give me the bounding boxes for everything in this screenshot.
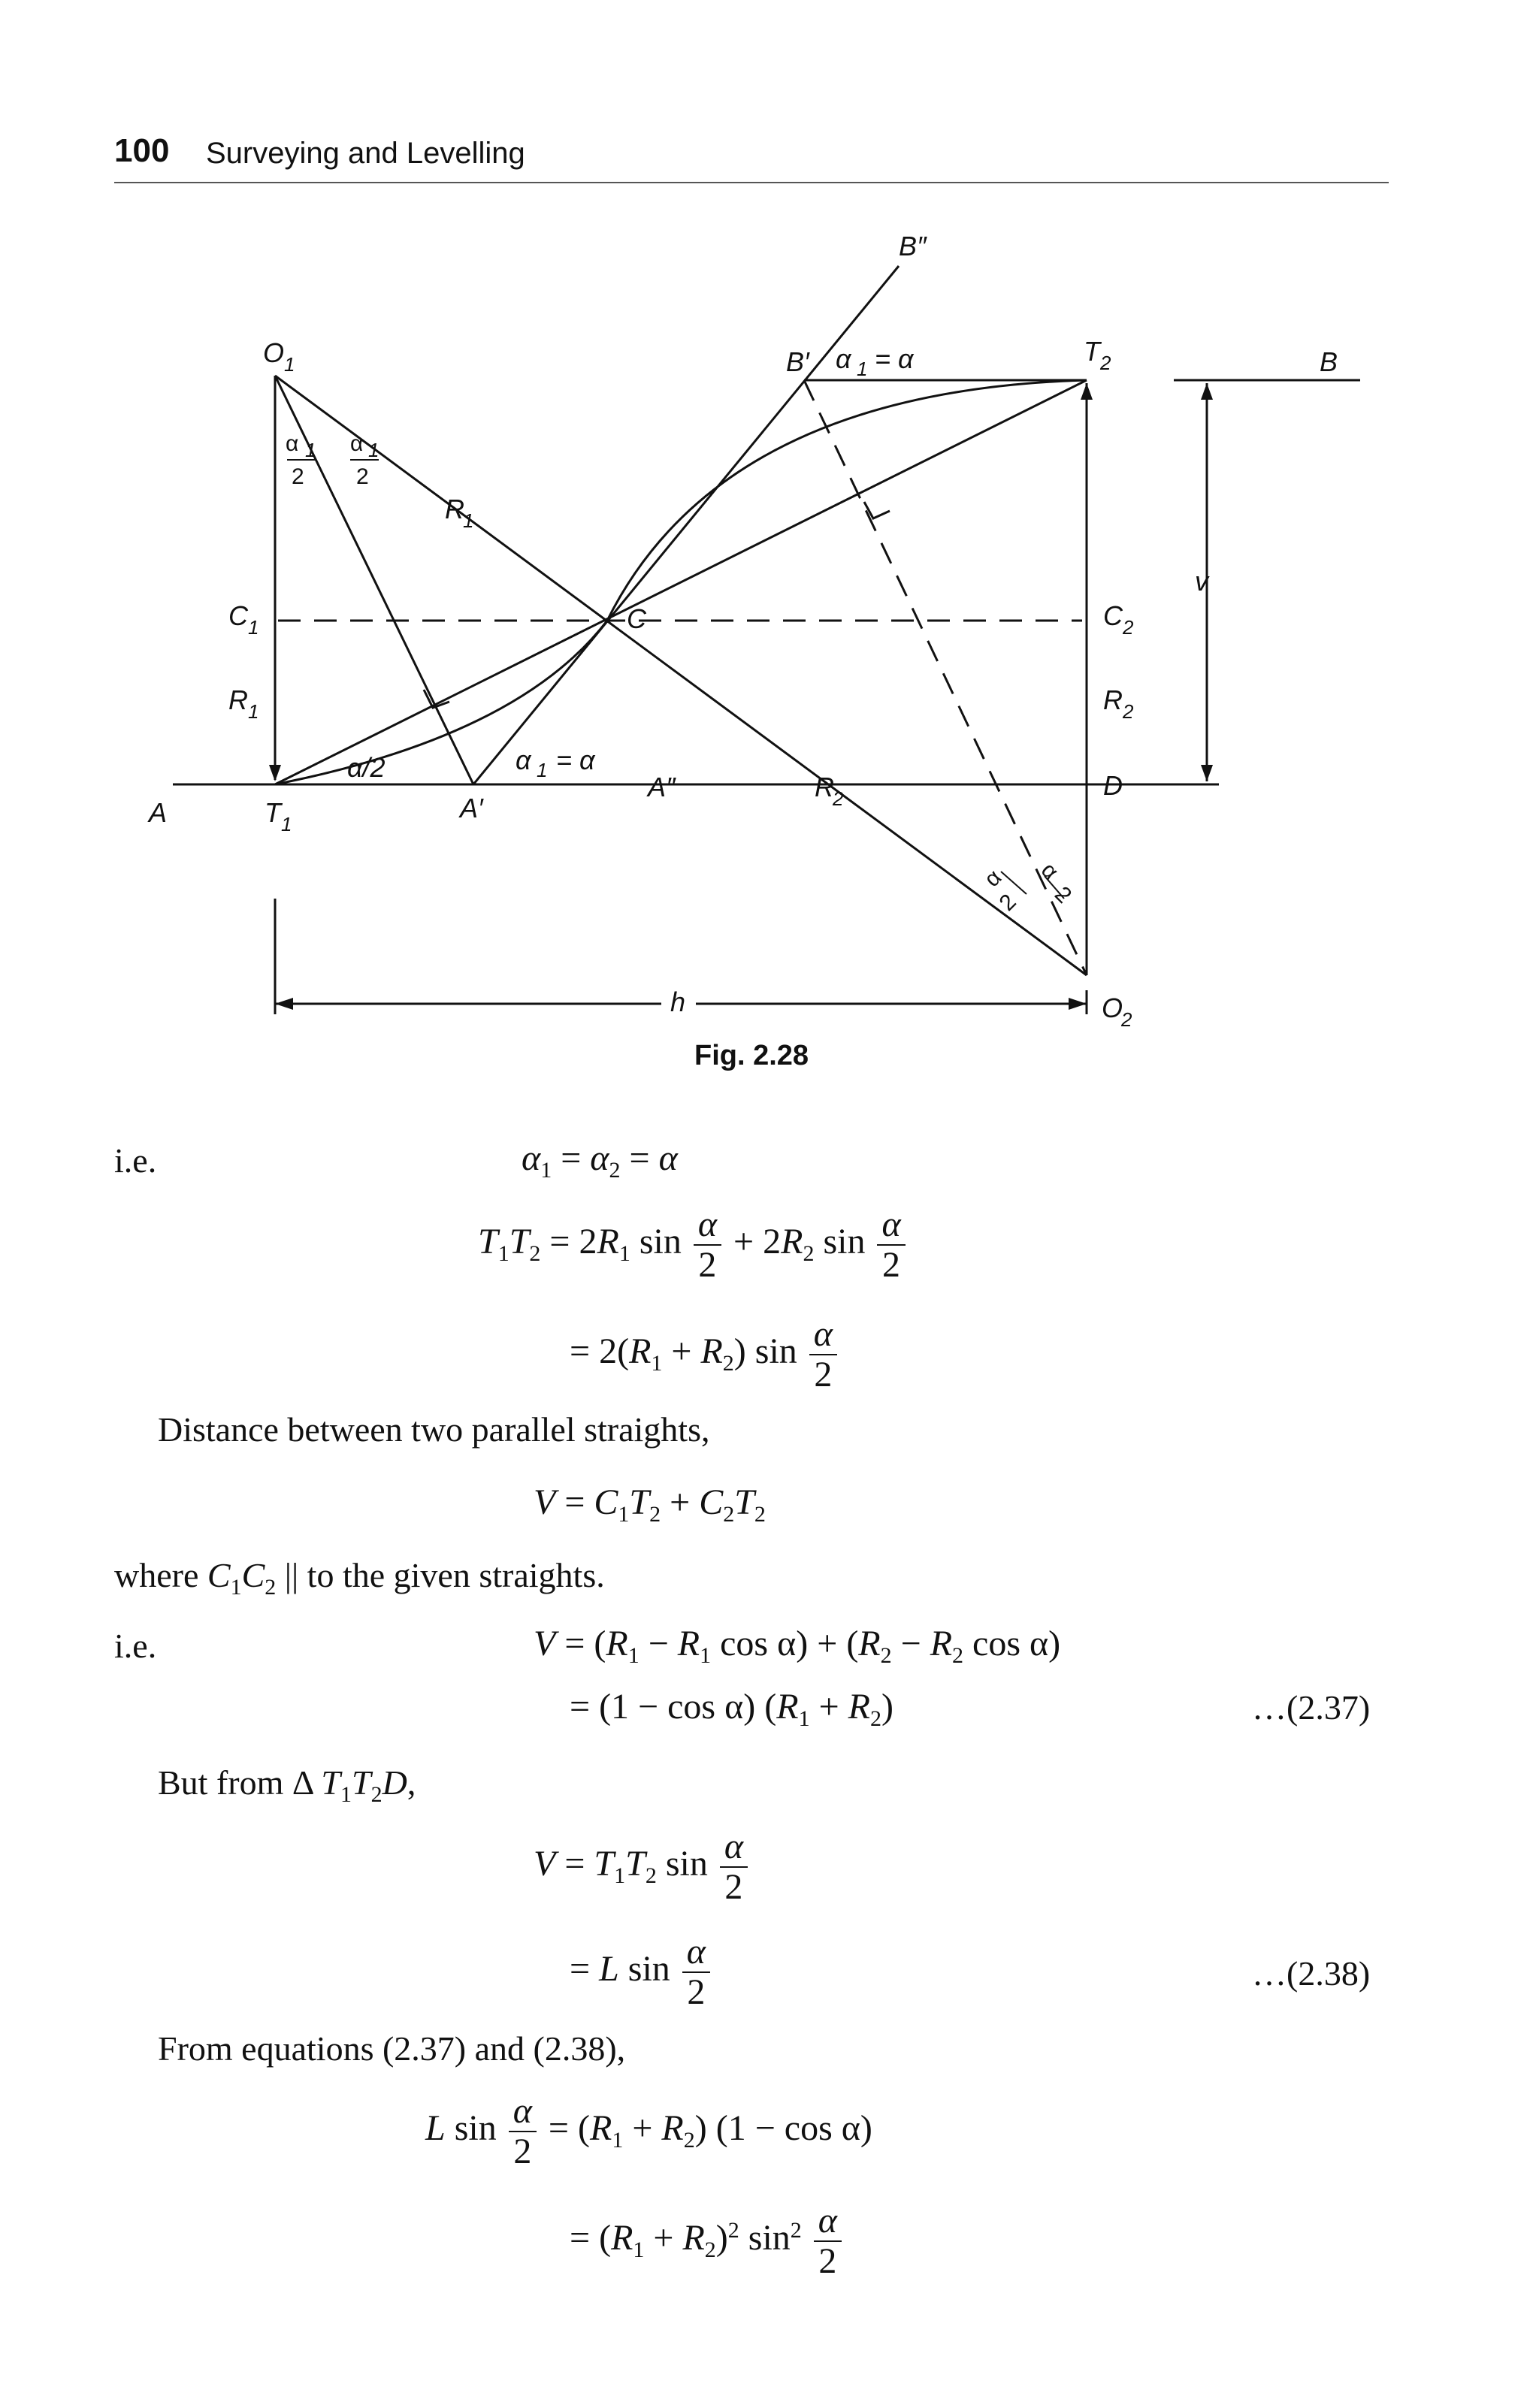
figure-2-28 (0, 0, 1539, 1082)
frac4-two: 2 (1050, 881, 1077, 908)
label-R2-diag-sub: 2 (833, 787, 844, 810)
label-R2-diag: R (815, 772, 834, 802)
equation-number-2-38: …(2.38) (1252, 1954, 1371, 1993)
label-eq-alpha-bottom: = α (556, 745, 595, 775)
arrowhead-v-bottom (1201, 765, 1213, 781)
frac2-alpha: α (350, 431, 364, 456)
label-A-prime: A′ (460, 793, 483, 823)
label-A: A (149, 797, 168, 828)
label-R1: R (228, 684, 248, 715)
label-alpha1-bottom: α (516, 745, 531, 775)
label-O2: O (1102, 993, 1123, 1023)
label-C1: C (228, 600, 248, 631)
label-O1-sub: 1 (284, 353, 295, 376)
eq-sin-squared: = $(R_1 + R_2)^2$ $\sin^2$ $\frac{\alpha}{2}$ (570, 2201, 845, 2281)
label-A-double-prime: A″ (648, 772, 676, 802)
frac1-two: 2 (292, 464, 304, 489)
label-alpha1-bottom-sub: 1 (537, 759, 548, 781)
frac3-alpha: α (979, 865, 1007, 892)
chord-T1-T2 (275, 380, 1087, 784)
equation-number-2-37: …(2.37) (1252, 1688, 1371, 1727)
text-where: where $C_1C_2$ || to the given straights. (114, 1556, 605, 1600)
label-T2: T (1084, 336, 1100, 367)
text-distance: Distance between two parallel straights, (158, 1410, 710, 1449)
arrowhead-h-left (275, 998, 293, 1010)
label-C2: C (1103, 600, 1123, 631)
eq-V-factored: = (1 − cos α) $(R_1 + R_2)$ (570, 1687, 893, 1731)
label-alpha1-top-sub: 1 (857, 358, 868, 380)
eq-L-combined: L sin $\frac{\alpha}{2}$ = $(R_1 + R_2) (1 - \cos \alpha)$ (425, 2091, 872, 2171)
label-B: B (1320, 346, 1338, 377)
eq-V-expanded: $V = (R_1 - R_1$ $\cos \alpha) + (R_2 - R_2$ cos α) (534, 1624, 1061, 1668)
dashed-Bp-O2 (804, 380, 1087, 975)
label-eq-alpha-top: = α (875, 343, 914, 374)
eq-T1T2: $T_1T_2 = 2R_1$ sin $\frac{\alpha}{2}$ + $2R_2$ sin $\frac{\alpha}{2}$ (478, 1205, 909, 1285)
label-R2-sub: 2 (1123, 700, 1134, 723)
frac4-alpha: α (1036, 857, 1063, 885)
label-B-prime: B′ (786, 346, 809, 377)
eq-alpha-equal: $\alpha_1 = \alpha_2 = \alpha$ (522, 1138, 678, 1183)
page-number: 100 (114, 132, 170, 169)
label-O2-sub: 2 (1121, 1008, 1132, 1031)
frac1-alpha: α (286, 431, 299, 456)
label-T2-sub: 2 (1100, 352, 1111, 374)
figure-caption: Fig. 2.28 (694, 1040, 809, 1071)
label-R2: R (1103, 684, 1123, 715)
frac2-two: 2 (356, 464, 369, 489)
eq-V-C: $V = C_1T_2 + C_2T_2$ (534, 1482, 766, 1527)
eq-sum-sin: = $2(R_1 + R_2)$ sin $\frac{\alpha}{2}$ (570, 1315, 840, 1394)
eq-L-sin: = L sin $\frac{\alpha}{2}$ (570, 1932, 713, 2012)
label-h: h (670, 986, 686, 1017)
frac3-two: 2 (994, 889, 1021, 916)
label-C1-sub: 1 (248, 616, 259, 639)
label-alpha-half: α/2 (347, 752, 386, 783)
label-B-double-prime: B″ (899, 231, 927, 261)
frac1-sub: 1 (305, 439, 316, 461)
arrowhead-T2 (1081, 383, 1093, 400)
arrowhead-h-right (1069, 998, 1087, 1010)
line-O1-Ap (275, 376, 473, 784)
arrowhead-v-top (1201, 383, 1213, 400)
book-title: Surveying and Levelling (206, 137, 525, 170)
label-T1: T (265, 797, 281, 828)
label-R1-diag-sub: 1 (463, 509, 474, 532)
text-but-from: But from Δ $T_1T_2D$, (158, 1763, 416, 1807)
text-ie-2: i.e. (114, 1627, 157, 1665)
label-O1: O (263, 337, 285, 368)
text-ie-1: i.e. (114, 1141, 157, 1180)
label-C2-sub: 2 (1123, 616, 1134, 639)
arrowhead-T1 (269, 765, 281, 781)
label-v: v (1195, 566, 1208, 597)
label-R1-diag: R (445, 494, 464, 524)
label-D: D (1103, 770, 1123, 801)
label-T1-sub: 1 (281, 813, 292, 835)
line-O1-O2 (275, 376, 1087, 975)
label-alpha1-top: α (836, 343, 851, 374)
eq-V-T1T2: $V = T_1T_2$ sin $\frac{\alpha}{2}$ (534, 1827, 751, 1907)
label-R1-sub: 1 (248, 700, 259, 723)
label-C: C (627, 603, 646, 634)
text-from-equations: From equations (2.37) and (2.38), (158, 2029, 626, 2068)
frac2-sub: 1 (368, 439, 379, 461)
